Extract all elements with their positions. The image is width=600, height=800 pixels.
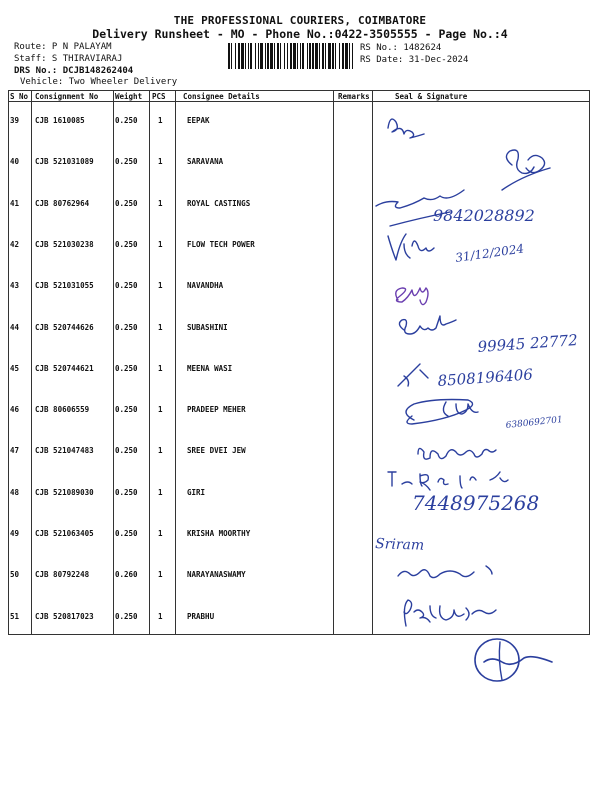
cell-pcs: 1	[158, 157, 163, 167]
table-row	[8, 391, 590, 432]
rs-date: RS Date: 31-Dec-2024	[360, 55, 469, 65]
cell-weight: 0.250	[115, 405, 138, 415]
cell-consignee: SREE DVEI JEW	[187, 446, 246, 456]
signature-48-phone: 7448975268	[412, 491, 540, 515]
vehicle-label: Vehicle: Two Wheeler Delivery	[20, 77, 178, 87]
cell-consignee: GIRI	[187, 487, 206, 497]
barcode-image	[228, 43, 354, 69]
runsheet-table	[8, 90, 590, 635]
rs-number: RS No.: 1482624	[360, 43, 442, 53]
cell-weight: 0.260	[115, 570, 138, 580]
col-header-sno: S No	[10, 92, 29, 101]
cell-consignment: CJB 80792248	[35, 570, 90, 580]
cell-consignment: CJB 80606559	[35, 405, 90, 415]
cell-sno: 42	[10, 239, 20, 249]
table-row	[8, 350, 590, 391]
cell-weight: 0.250	[115, 446, 138, 456]
cell-sno: 44	[10, 322, 20, 332]
cell-consignment: CJB 520744626	[35, 322, 94, 332]
cell-sno: 46	[10, 405, 20, 415]
cell-consignment: CJB 521089030	[35, 487, 94, 497]
cell-weight: 0.250	[115, 322, 138, 332]
signature-46-phone-b: 6380692701	[505, 415, 564, 431]
cell-pcs: 1	[158, 363, 163, 373]
cell-consignment: CJB 80762964	[35, 198, 90, 208]
cell-sno: 48	[10, 487, 20, 497]
cell-weight: 0.250	[115, 487, 138, 497]
table-row	[8, 515, 590, 556]
cell-consignment: CJB 1610085	[35, 116, 85, 125]
cell-weight: 0.250	[115, 198, 138, 208]
cell-sno: 47	[10, 446, 20, 456]
cell-sno: 49	[10, 529, 20, 538]
cell-consignee: ROYAL CASTINGS	[187, 198, 251, 208]
col-header-seal: Seal & Signature	[395, 92, 468, 101]
table-row	[8, 432, 590, 473]
cell-pcs: 1	[158, 611, 163, 621]
cell-pcs: 1	[158, 487, 163, 497]
staff-label: Staff: S THIRAVIARAJ	[14, 54, 123, 64]
seal-stamp	[475, 639, 552, 681]
cell-sno: 39	[10, 116, 20, 125]
cell-pcs: 1	[158, 570, 163, 580]
cell-consignee: NAVANDHA	[187, 281, 224, 291]
table-row	[8, 143, 590, 184]
signature-45-phone: 99945 22772	[477, 331, 579, 356]
col-header-remarks: Remarks	[338, 92, 370, 101]
cell-pcs: 1	[158, 198, 163, 208]
cell-pcs: 1	[158, 116, 163, 125]
drs-number: DRS No.: DCJB148262404	[14, 66, 134, 76]
signature-42-date: 31/12/2024	[454, 241, 525, 265]
table-row	[8, 598, 590, 639]
cell-pcs: 1	[158, 529, 163, 538]
cell-sno: 51	[10, 611, 20, 621]
cell-consignment: CJB 520817023	[35, 611, 94, 621]
col-header-consignee: Consignee Details	[183, 92, 260, 101]
cell-weight: 0.250	[115, 239, 138, 249]
table-row	[8, 226, 590, 267]
cell-consignee: MEENA WASI	[187, 363, 233, 373]
cell-consignee: SUBASHINI	[187, 322, 228, 332]
cell-weight: 0.250	[115, 611, 138, 621]
cell-consignment: CJB 521047483	[35, 446, 94, 456]
cell-consignment: CJB 520744621	[35, 363, 94, 373]
route-label: Route: P N PALAYAM	[14, 42, 112, 52]
cell-weight: 0.250	[115, 157, 138, 167]
cell-weight: 0.250	[115, 529, 138, 538]
cell-weight: 0.250	[115, 281, 138, 291]
signature-46-phone-a: 8508196406	[437, 365, 534, 390]
table-row	[8, 556, 590, 597]
cell-pcs: 1	[158, 281, 163, 291]
cell-pcs: 1	[158, 239, 163, 249]
table-row	[8, 267, 590, 308]
col-header-consignment: Consignment No	[35, 92, 99, 101]
cell-consignment: CJB 521031089	[35, 157, 94, 167]
signature-41-phone: 9842028892	[433, 206, 535, 225]
cell-consignee: SARAVANA	[187, 157, 224, 167]
table-row	[8, 309, 590, 350]
cell-sno: 40	[10, 157, 20, 167]
cell-pcs: 1	[158, 446, 163, 456]
cell-weight: 0.250	[115, 116, 138, 125]
cell-sno: 45	[10, 363, 20, 373]
cell-consignee: PRABHU	[187, 611, 215, 621]
col-header-weight: Weight	[115, 92, 143, 101]
cell-consignee: PRADEEP MEHER	[187, 405, 246, 415]
cell-weight: 0.250	[115, 363, 138, 373]
company-title: THE PROFESSIONAL COURIERS, COIMBATORE	[173, 14, 427, 27]
table-row	[8, 474, 590, 515]
runsheet-title: Delivery Runsheet - MO - Phone No.:0422-3505555 - Page No.:4	[92, 27, 508, 41]
col-header-pcs: PCS	[152, 92, 166, 101]
table-row	[8, 185, 590, 226]
cell-pcs: 1	[158, 322, 163, 332]
cell-pcs: 1	[158, 405, 163, 415]
cell-consignee: FLOW TECH POWER	[187, 239, 255, 249]
cell-consignment: CJB 521030238	[35, 239, 94, 249]
signature-49-name: Sriram	[374, 536, 425, 554]
cell-consignee: KRISHA MOORTHY	[187, 529, 251, 538]
cell-consignment: CJB 521031055	[35, 281, 94, 291]
table-row	[8, 102, 590, 143]
cell-sno: 41	[10, 198, 20, 208]
cell-consignee: NARAYANASWAMY	[187, 570, 246, 580]
cell-consignment: CJB 521063405	[35, 529, 94, 538]
cell-sno: 43	[10, 281, 20, 291]
cell-sno: 50	[10, 570, 20, 580]
cell-consignee: EEPAK	[187, 116, 210, 125]
